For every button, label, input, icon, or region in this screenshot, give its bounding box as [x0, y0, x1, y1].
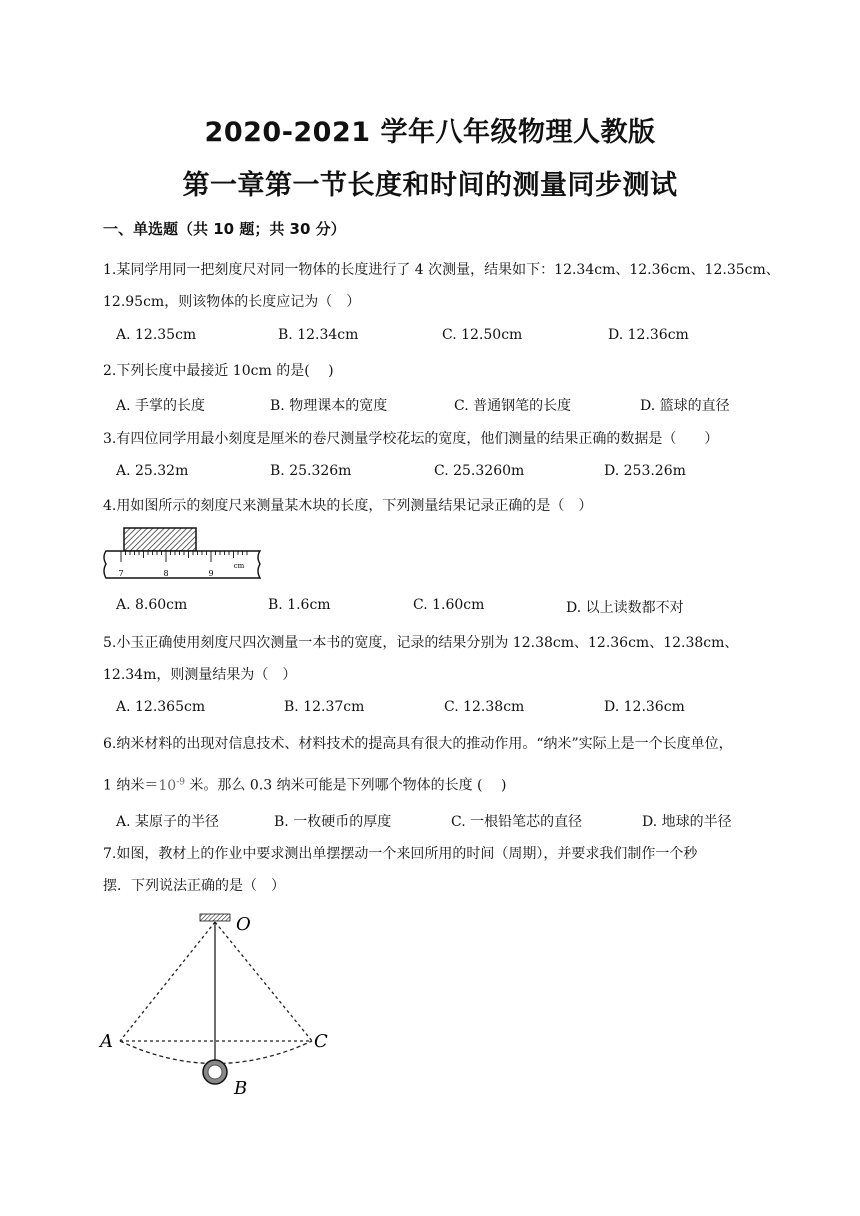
label-c: C — [314, 1031, 328, 1052]
formula-base: 10 — [158, 777, 177, 794]
option-b[interactable]: B. 12.34cm — [278, 327, 359, 343]
ruler-label-8: 8 — [163, 569, 169, 578]
label-o: O — [236, 914, 251, 935]
question-7-line-2: 摆．下列说法正确的是（ ） — [103, 878, 285, 894]
option-a[interactable]: A. 12.35cm — [116, 327, 197, 343]
option-d[interactable]: D. 地球的半径 — [642, 814, 732, 830]
formula-10-power — [158, 778, 185, 794]
title-line-2: 第一章第一节长度和时间的测量同步测试 — [182, 170, 678, 201]
formula-exponent: -9 — [176, 777, 185, 787]
option-c[interactable]: C. 12.38cm — [444, 699, 525, 715]
option-d[interactable]: D. 篮球的直径 — [640, 398, 730, 414]
left-string — [120, 922, 215, 1041]
question-1-options — [116, 327, 766, 349]
question-2 — [103, 355, 763, 387]
option-d[interactable]: D. 253.26m — [604, 463, 686, 479]
question-6-line-1: 6.纳米材料的出现对信息技术、材料技术的提高具有很大的推动作用。“纳米”实际上是一个长度单位， — [103, 736, 733, 752]
question-4 — [103, 490, 763, 522]
ruler-label-9: 9 — [208, 569, 214, 578]
question-3 — [103, 423, 763, 455]
question-6-line-2-post: 米。那么 0.3 纳米可能是下列哪个物体的长度 ( ) — [184, 777, 507, 794]
question-4-line-1: 4.用如图所示的刻度尺来测量某木块的长度，下列测量结果记录正确的是（ ） — [103, 498, 593, 514]
question-2-options — [116, 395, 766, 417]
ruler-label-7: 7 — [118, 569, 124, 578]
option-b[interactable]: B. 12.37cm — [284, 699, 365, 715]
question-3-options — [116, 463, 766, 485]
question-5 — [103, 627, 763, 691]
option-a[interactable]: A. 手掌的长度 — [116, 398, 206, 414]
ruler-unit-label: cm — [233, 562, 245, 570]
question-5-options — [116, 699, 766, 721]
pendulum-figure — [98, 908, 338, 1098]
option-c[interactable]: C. 1.60cm — [413, 597, 485, 613]
option-c[interactable]: C. 一根铅笔芯的直径 — [451, 814, 583, 830]
pivot-support — [200, 914, 230, 921]
ruler-figure — [100, 524, 270, 588]
option-a[interactable]: A. 25.32m — [116, 463, 189, 479]
wood-block — [124, 528, 196, 551]
right-string — [215, 922, 312, 1041]
question-7-line-1: 7.如图，教材上的作业中要求测出单摆摆动一个来回所用的时间（周期），并要求我们制作一个秒 — [103, 846, 698, 862]
option-d[interactable]: D. 以上读数都不对 — [566, 600, 684, 616]
question-7 — [103, 838, 763, 902]
option-a[interactable]: A. 某原子的半径 — [116, 814, 220, 830]
option-b[interactable]: B. 25.326m — [270, 463, 352, 479]
label-b: B — [234, 1078, 248, 1098]
option-b[interactable]: B. 一枚硬币的厚度 — [274, 814, 392, 830]
option-a[interactable]: A. 12.365cm — [116, 699, 206, 715]
option-c[interactable]: C. 12.50cm — [442, 327, 523, 343]
question-1 — [103, 254, 780, 318]
question-6-options — [116, 811, 766, 833]
question-5-line-1: 5.小玉正确使用刻度尺四次测量一本书的宽度，记录的结果分别为 12.38cm、12.36cm、12.38cm、 — [103, 635, 739, 651]
pendulum-bob-highlight — [208, 1065, 222, 1079]
question-6 — [103, 728, 763, 760]
question-5-line-2: 12.34m，则测量结果为（ ） — [103, 667, 297, 683]
option-c[interactable]: C. 25.3260m — [434, 463, 525, 479]
question-6-line-2-pre: 1 纳米＝ — [103, 777, 159, 794]
section-heading: 一、单选题（共 10 题；共 30 分） — [103, 220, 346, 238]
question-2-line-1: 2.下列长度中最接近 10cm 的是( ) — [103, 363, 334, 379]
question-1-line-2: 12.95cm，则该物体的长度应记为（ ） — [103, 294, 361, 310]
option-d[interactable]: D. 12.36cm — [608, 327, 689, 343]
option-b[interactable]: B. 1.6cm — [268, 597, 331, 613]
option-d[interactable]: D. 12.36cm — [604, 699, 685, 715]
option-b[interactable]: B. 物理课本的宽度 — [270, 398, 388, 414]
question-3-line-1: 3.有四位同学用最小刻度是厘米的卷尺测量学校花坛的宽度，他们测量的结果正确的数据是（ ） — [103, 431, 719, 447]
question-6-line-2 — [103, 766, 763, 802]
question-1-line-1: 1.某同学用同一把刻度尺对同一物体的长度进行了 4 次测量，结果如下：12.34cm、12.36cm、12.35cm、 — [103, 262, 780, 278]
label-a: A — [100, 1031, 113, 1052]
title-line-1: 2020-2021 学年八年级物理人教版 — [204, 117, 656, 148]
option-a[interactable]: A. 8.60cm — [116, 597, 188, 613]
question-4-options — [116, 597, 766, 619]
option-c[interactable]: C. 普通钢笔的长度 — [454, 398, 572, 414]
